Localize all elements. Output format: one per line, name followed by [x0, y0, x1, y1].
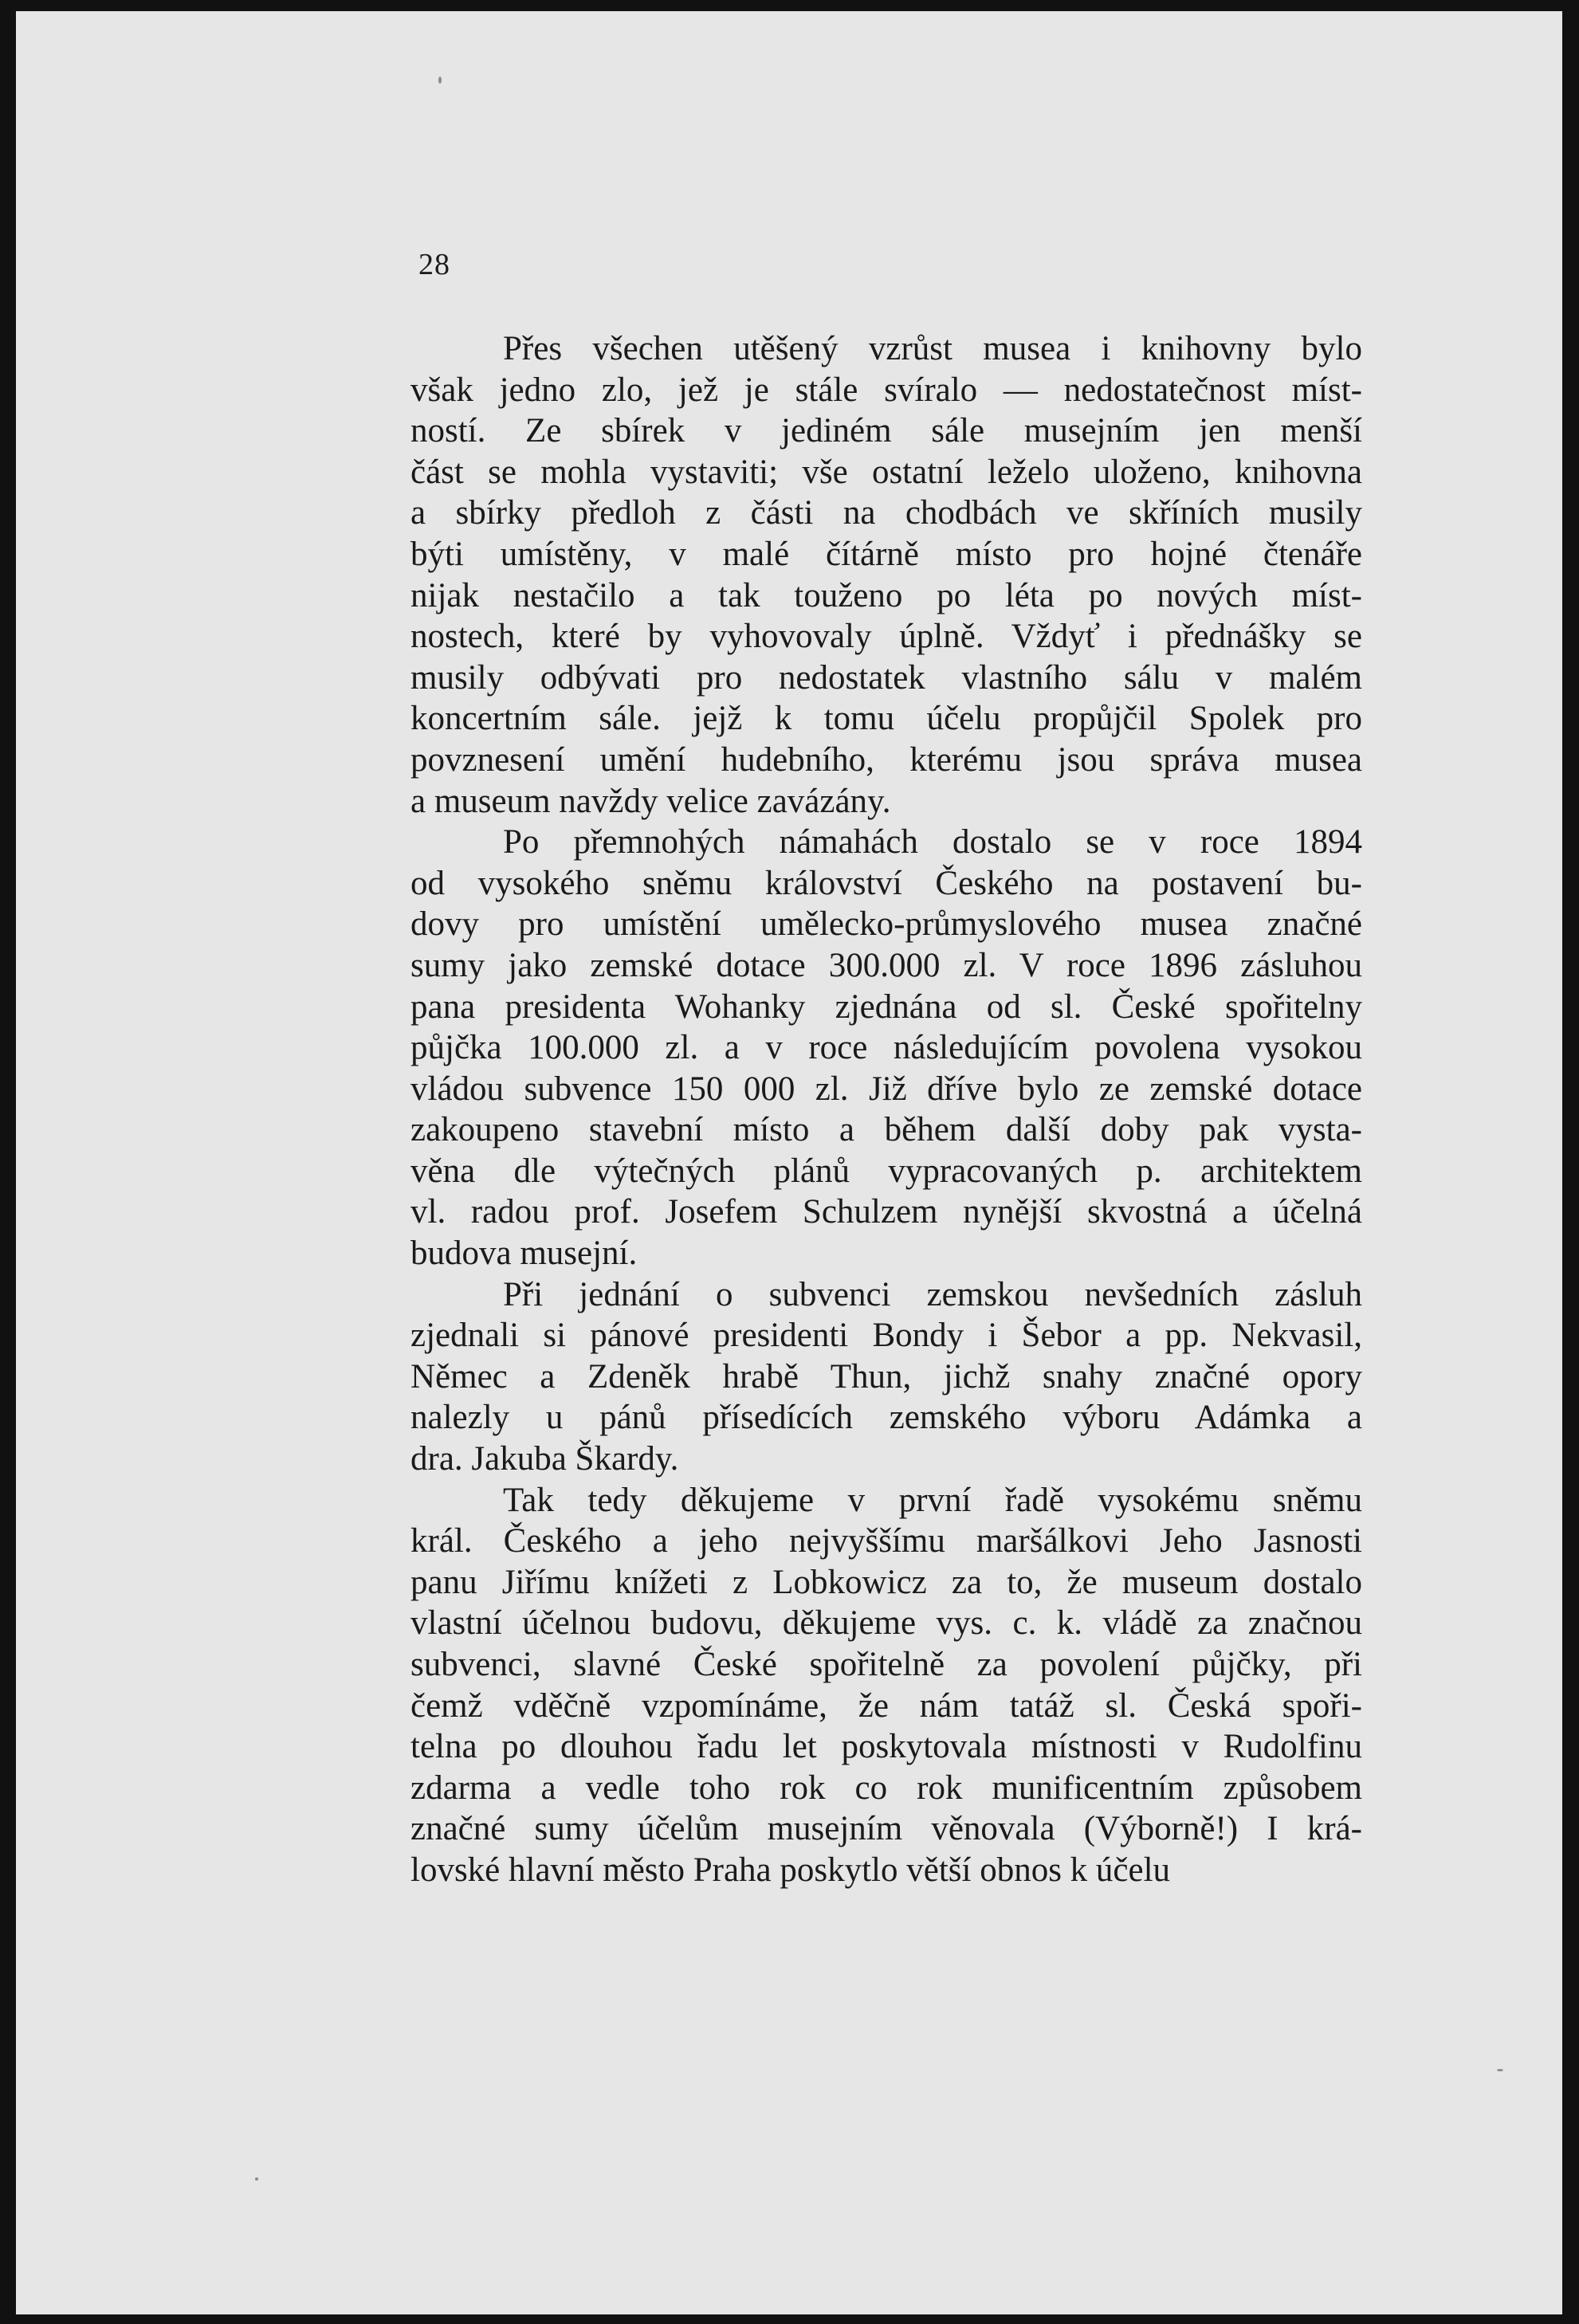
- text-line: zdarma a vedle toho rok co rok munificentním způsobem: [410, 1769, 1362, 1807]
- text-line: zakoupeno stavební místo a během další doby pak vysta-: [410, 1111, 1362, 1149]
- text-line: lovské hlavní město Praha poskytlo větší obnos k účelu: [410, 1851, 1171, 1889]
- text-line: a museum navždy velice zavázány.: [410, 782, 891, 820]
- text-line: od vysokého sněmu království Českého na postavení bu-: [410, 864, 1362, 902]
- text-line: Při jednání o subvenci zemskou nevšedních zásluh: [503, 1275, 1362, 1313]
- text-line: Po přemnohých námahách dostalo se v roce 1894: [503, 823, 1362, 862]
- page-number: 28: [418, 248, 450, 281]
- paragraph: [410, 1480, 1362, 1891]
- text-line: ností. Ze sbírek v jediném sále musejním jen menší: [410, 412, 1362, 450]
- text-line: budova musejní.: [410, 1235, 638, 1273]
- text-line: telna po dlouhou řadu let poskytovala místnosti v Rudolfinu: [410, 1728, 1362, 1766]
- text-line: část se mohla vystaviti; vše ostatní leželo uloženo, knihovna: [410, 453, 1362, 491]
- text-line: povznesení umění hudebního, kterému jsou správa musea: [410, 740, 1362, 779]
- text-line: vládou subvence 150 000 zl. Již dříve bylo ze zemské dotace: [410, 1070, 1362, 1108]
- text-line: pana presidenta Wohanky zjednána od sl. České spořitelny: [410, 987, 1362, 1026]
- scan-speck: [1497, 2069, 1503, 2071]
- text-line: Němec a Zdeněk hrabě Thun, jichž snahy značné opory: [410, 1357, 1362, 1396]
- text-line: musily odbývati pro nedostatek vlastního sálu v malém: [410, 658, 1362, 697]
- text-line: a sbírky předloh z části na chodbách ve skříních musily: [410, 494, 1362, 532]
- text-line: Přes všechen utěšený vzrůst musea i knihovny bylo: [503, 330, 1362, 367]
- text-line: zjednali si pánové presidenti Bondy i Šebor a pp. Nekvasil,: [410, 1317, 1362, 1355]
- text-line: subvenci, slavné České spořitelně za povolení půjčky, při: [410, 1646, 1362, 1683]
- text-line: půjčka 100.000 zl. a v roce následujícím povolena vysokou: [410, 1029, 1362, 1067]
- text-line: nalezly u pánů přísedících zemského výboru Adámka a: [410, 1399, 1362, 1437]
- text-line: sumy jako zemské dotace 300.000 zl. V roce 1896 zásluhou: [410, 946, 1362, 984]
- text-line: panu Jiřímu knížeti z Lobkowicz za to, že museum dostalo: [410, 1563, 1362, 1601]
- text-line: však jedno zlo, jež je stále svíralo — nedostatečnost míst-: [410, 371, 1362, 409]
- text-line: nijak nestačilo a tak touženo po léta po nových míst-: [410, 576, 1362, 614]
- text-line: koncertním sále. jejž k tomu účelu propůjčil Spolek pro: [410, 700, 1362, 738]
- paragraph: [410, 1274, 1362, 1480]
- paragraph: [410, 328, 1362, 822]
- text-line: nostech, které by vyhovovaly úplně. Vždyť i přednášky se: [410, 618, 1362, 656]
- scan-speck: [255, 2177, 258, 2181]
- text-line: dra. Jakuba Škardy.: [410, 1440, 679, 1478]
- text-line: vlastní účelnou budovu, děkujeme vys. c. k. vládě za značnou: [410, 1604, 1362, 1643]
- text-line: věna dle výtečných plánů vypracovaných p. architektem: [410, 1152, 1362, 1190]
- text-line: Tak tedy děkujeme v první řadě vysokému sněmu: [503, 1481, 1362, 1519]
- text-line: dovy pro umístění umělecko-průmyslového musea značné: [410, 905, 1362, 944]
- text-line: značné sumy účelům musejním věnovala (Výborně!) I krá-: [410, 1810, 1362, 1848]
- text-line: býti umístěny, v malé čítárně místo pro hojné čtenáře: [410, 535, 1362, 573]
- body-text: [410, 328, 1362, 1891]
- text-line: král. Českého a jeho nejvyššímu maršálkovi Jeho Jasnosti: [410, 1522, 1362, 1560]
- paragraph: [410, 822, 1362, 1274]
- scan-speck: [438, 77, 442, 84]
- scanned-page: [16, 11, 1562, 2314]
- text-line: vl. radou prof. Josefem Schulzem nynější skvostná a účelná: [410, 1193, 1362, 1231]
- text-line: čemž vděčně vzpomínáme, že nám tatáž sl. Česká spoři-: [410, 1686, 1362, 1725]
